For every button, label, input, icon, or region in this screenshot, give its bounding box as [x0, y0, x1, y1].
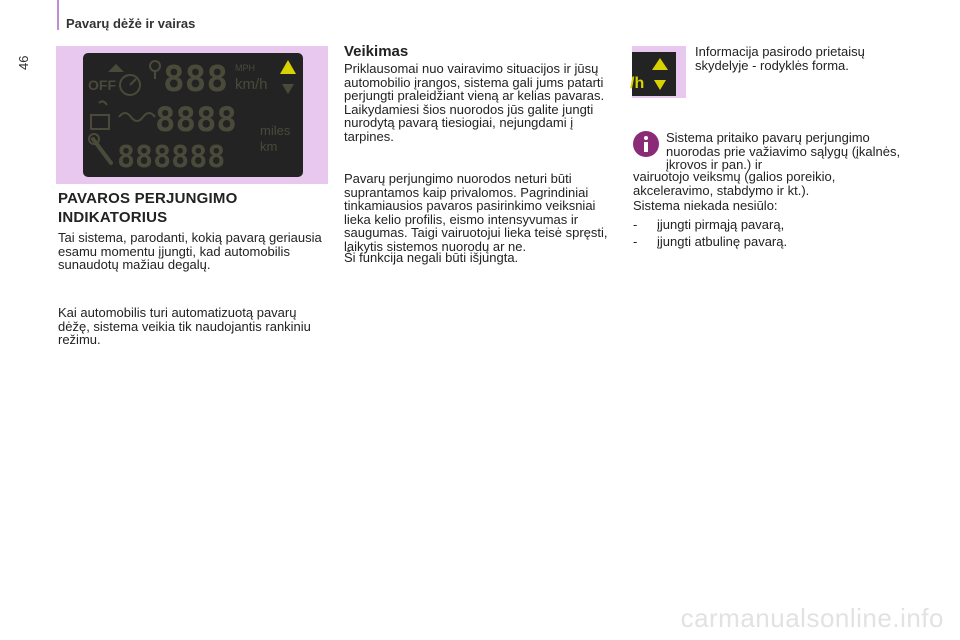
page-header-title: Pavarų dėžė ir vairas: [66, 16, 196, 31]
kmh-label: km/h: [235, 76, 268, 93]
mph-label: MPH: [235, 63, 255, 73]
section-title-gear-shift-indicator: [58, 189, 328, 227]
thumb-shift-up-icon: [652, 58, 668, 70]
miles-label: miles: [260, 123, 291, 138]
section-title-line-2: INDIKATORIUS: [58, 209, 168, 226]
shift-up-arrow-icon: [108, 64, 124, 72]
shift-up-indicator-icon: [280, 60, 296, 74]
never-suggests-list: [633, 216, 913, 250]
oil-can-icon: [91, 115, 109, 129]
automated-gearbox-paragraph: Kai automobilis turi automatizuotą pavarų dėžę, sistema veikia tik naudojantis rankiniu režimu.: [58, 305, 311, 348]
list-item: - įjungti atbulinę pavarą.: [633, 234, 788, 249]
key-icon: [150, 61, 160, 71]
operation-paragraph-1: Priklausomai nuo vairavimo situacijos ir jūsų automobilio įrangos, sistema gali jums patarti perjungti praleidžiant vieną ar kelias pavaras. Laikydamiesi šios nuorodos jūs galite jungti nurodytą pavarą tiesiogiai, nejungdami į tarpines.: [344, 61, 605, 144]
intro-paragraph: Tai sistema, parodanti, kokią pavarą geriausia esamu momentu įjungti, kad automobilis sunaudotų mažiau degalų.: [58, 230, 322, 273]
watermark: carmanualsonline.info: [680, 603, 944, 633]
operation-paragraph-2: Pavarų perjungimo nuorodos neturi būti suprantamos kaip privalomos. Pagrindiniai tinkamiausios pavaros pasirinkimo veiksniai lieka kelio profilis, eismo intensyvumas ir saugumas. Taigi vairuotojui lieka teisė spręsti, laikytis sistemos nuorodų ar ne.: [344, 171, 608, 254]
display-info-paragraph: Informacija pasirodo prietaisų skydelyje - rodyklės forma.: [695, 44, 865, 73]
thumb-shift-down-icon: [654, 80, 666, 90]
thumb-label: /h: [630, 75, 645, 92]
digits-row-3: 888888: [117, 140, 226, 175]
section-title-line-1: PAVAROS PERJUNGIMO: [58, 190, 238, 207]
section-title-operation: Veikimas: [344, 43, 409, 60]
coil-icon: [119, 113, 155, 121]
wrench-icon: [93, 139, 111, 163]
digits-row-1: 888: [163, 59, 229, 100]
shift-down-indicator-icon: [282, 84, 294, 94]
display-thumbnail: [632, 52, 676, 96]
info-icon: [633, 131, 659, 157]
operation-paragraph-3: Ši funkcija negali būti išjungta.: [344, 250, 519, 265]
info-paragraph-b: vairuotojo veiksmų (galios poreikio, akceleravimo, stabdymo ir kt.).: [633, 169, 836, 198]
instrument-display-graphic: [83, 53, 303, 177]
off-label: OFF: [88, 77, 116, 93]
digits-row-2: 8888: [155, 100, 237, 140]
instrument-display: [83, 53, 303, 177]
never-suggests-paragraph: Sistema niekada nesiūlo:: [633, 198, 778, 213]
list-item: - įjungti pirmąją pavarą,: [633, 217, 785, 232]
km-label: km: [260, 139, 278, 154]
info-paragraph-a: Sistema pritaiko pavarų perjungimo nuorodas prie važiavimo sąlygų (įkalnės, įkrovos ir pan.) ir: [666, 130, 901, 173]
page-number: 46: [16, 55, 31, 70]
margin-bar: [57, 0, 59, 30]
